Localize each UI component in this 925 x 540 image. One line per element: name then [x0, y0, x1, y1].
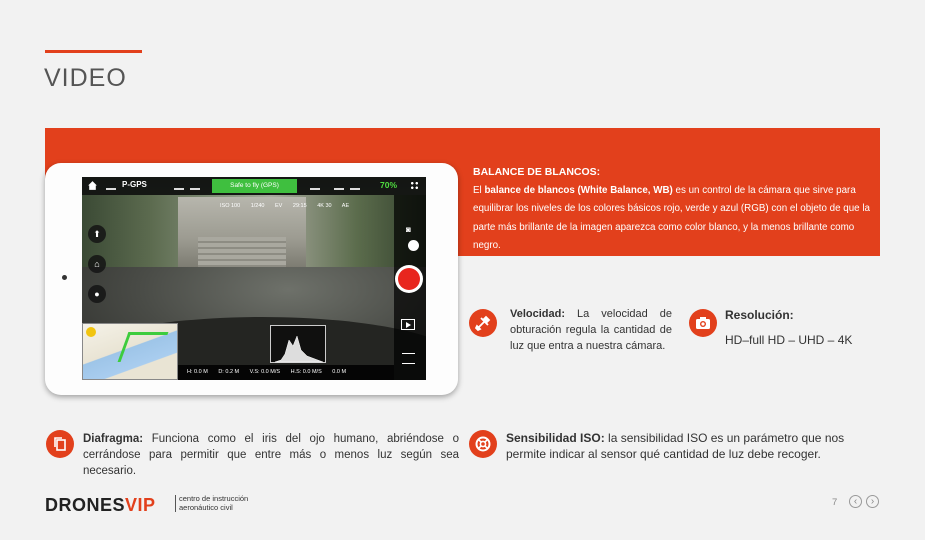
next-slide-button[interactable]: ›: [866, 495, 879, 508]
home-icon[interactable]: [87, 180, 98, 191]
velocidad-text: [510, 306, 672, 354]
location-pin-icon[interactable]: ●: [88, 285, 106, 303]
velocidad-label: Velocidad:: [510, 308, 566, 320]
white-balance-text: [473, 163, 873, 256]
record-time: 29:15: [292, 203, 307, 209]
hd-signal-icon: [334, 181, 344, 190]
takeoff-icon[interactable]: ⬆: [88, 225, 106, 243]
playback-icon[interactable]: [401, 319, 415, 330]
satellite-icon: [174, 181, 184, 190]
telemetry-distance: D: 0.2 M: [218, 369, 240, 375]
menu-dots-icon[interactable]: [410, 181, 419, 190]
telemetry-horizontal-speed: H.S: 0.0 M/S: [290, 369, 322, 375]
telemetry-bar: [178, 365, 394, 380]
remote-icon: [190, 181, 200, 190]
camera-status-row: [220, 203, 358, 209]
flight-mode: P-GPS: [122, 180, 147, 189]
wb-term: balance de blancos (White Balance, WB): [484, 184, 673, 196]
return-home-icon[interactable]: ⌂: [88, 255, 106, 273]
wb-body: es un control de la cámara que sirve para equilibrar los niveles de los colores básicos rojo, verde y azul (RGB) con el objeto de que la parte más brillante de la imagen aparezca como color blanco, y la menos brillante como negro.: [473, 184, 870, 251]
ae-lock: AE: [341, 203, 350, 209]
telemetry-vertical-speed: V.S: 0.0 M/S: [249, 369, 281, 375]
page-title: VIDEO: [44, 64, 127, 92]
histogram: [270, 325, 326, 363]
diafragma-body: Funciona como el iris del ojo humano, abriéndose o cerrándose para permitir que entre más o menos luz según sea necesario.: [83, 433, 459, 477]
telemetry-altitude: 0.0 M: [332, 369, 347, 375]
signal-icon: [310, 181, 320, 190]
logo-sub-line1: centro de instrucción: [179, 494, 249, 503]
page-number: 7: [832, 497, 838, 508]
logo-accent: VIP: [125, 495, 156, 515]
map-lock-icon[interactable]: [86, 327, 96, 337]
status-badge: Safe to fly (GPS): [212, 179, 297, 193]
record-button[interactable]: [395, 265, 423, 293]
prev-slide-button[interactable]: ‹: [849, 495, 862, 508]
telemetry-height: H: 0.0 M: [187, 369, 208, 375]
iso-value: ISO 100: [220, 203, 241, 209]
title-accent-bar: [45, 50, 142, 53]
resolution-value: 4K 30: [317, 203, 332, 209]
logo-subtitle: [175, 495, 248, 512]
mini-map[interactable]: [82, 323, 178, 380]
app-top-bar: [82, 177, 426, 195]
tablet-camera-dot: [62, 275, 67, 280]
video-signal-icon: [350, 181, 360, 190]
velocidad-body: La velocidad de obturación regula la cantidad de luz que entra a nuestra cámara.: [510, 308, 672, 352]
camera-icon: [689, 309, 717, 337]
wb-intro: El: [473, 184, 485, 196]
camera-settings-icon[interactable]: [402, 353, 415, 364]
tools-icon: [469, 309, 497, 337]
copy-icon: [46, 430, 74, 458]
diafragma-text: [83, 431, 459, 479]
iso-label: Sensibilidad ISO:: [506, 431, 605, 445]
battery-level: 70%: [380, 180, 398, 190]
logo-main: DRONES: [45, 495, 126, 515]
iso-body: la sensibilidad ISO es un parámetro que nos permite indicar al sensor qué cantidad de luz debe recoger.: [506, 431, 845, 461]
camera-switch-icon[interactable]: ◙: [406, 225, 411, 234]
lifebuoy-icon: [469, 430, 497, 458]
drone-icon: [106, 181, 116, 190]
iso-text: [506, 430, 886, 462]
photo-video-toggle[interactable]: [408, 240, 419, 251]
resolucion-value: HD–full HD – UHD – 4K: [725, 333, 853, 347]
diafragma-label: Diafragma:: [83, 433, 144, 445]
drone-app-screen: [82, 177, 426, 380]
map-route: [118, 332, 169, 362]
logo-sub-line2: aeronáutico civil: [179, 502, 233, 512]
resolucion-label: Resolución:: [725, 308, 794, 322]
ev-value: EV: [275, 203, 283, 209]
shutter-value: 1/240: [250, 203, 265, 209]
white-balance-heading: BALANCE DE BLANCOS:: [473, 166, 601, 178]
dronesvip-logo: [45, 495, 156, 516]
